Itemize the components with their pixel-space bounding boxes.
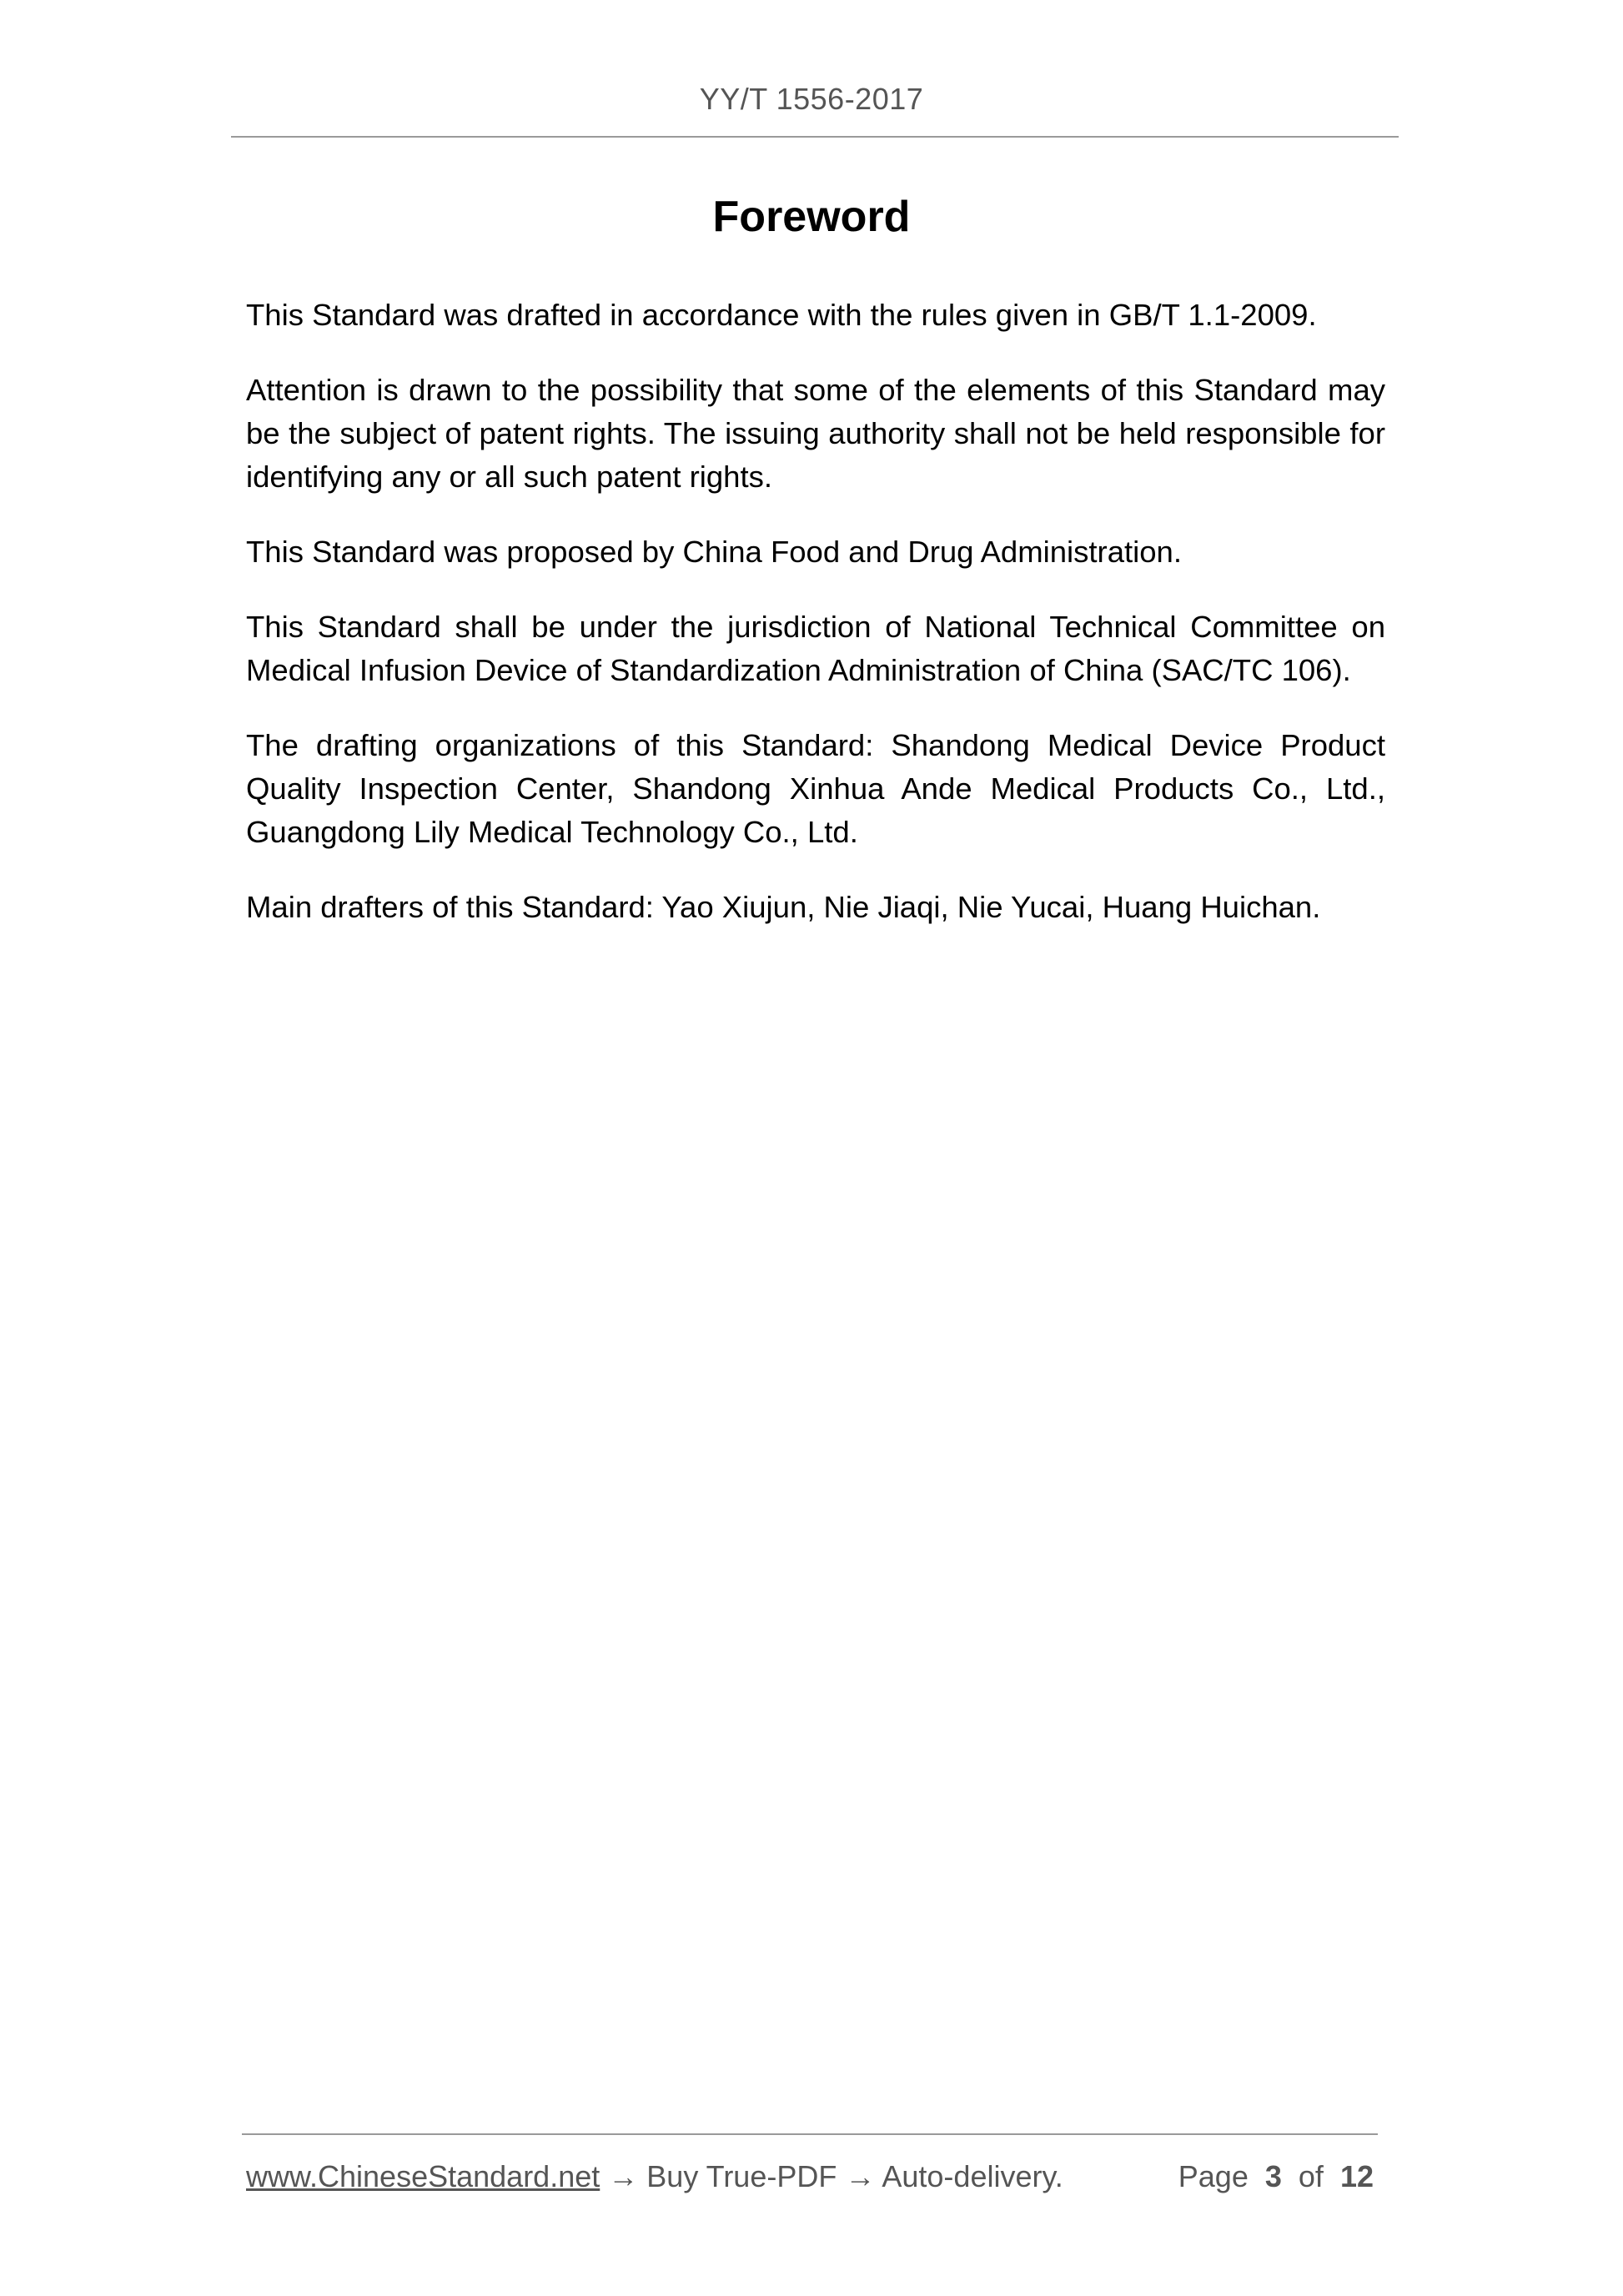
current-page-number: 3 — [1264, 2159, 1282, 2193]
page-footer — [246, 2157, 1374, 2197]
footer-divider — [242, 2133, 1378, 2135]
auto-delivery-text: Auto-delivery. — [882, 2159, 1063, 2193]
paragraph-patent-notice: Attention is drawn to the possibility that some of the elements of this Standard may be the subject of patent rights. The issuing authority shall not be held responsible for identifying any or all such patent rights. — [246, 373, 1385, 494]
paragraph-main-drafters: Main drafters of this Standard: Yao Xiujun, Nie Jiaqi, Nie Yucai, Huang Huichan. — [246, 890, 1321, 924]
paragraph-jurisdiction: This Standard shall be under the jurisdiction of National Technical Committee on Medical Infusion Device of Standardization Administration of China (SAC/TC 106). — [246, 610, 1385, 687]
total-page-count: 12 — [1339, 2159, 1374, 2193]
header-divider — [231, 136, 1399, 138]
arrow-right-icon: → — [845, 2159, 876, 2193]
header-document-code: YY/T 1556-2017 — [699, 82, 924, 116]
website-link[interactable]: www.ChineseStandard.net — [246, 2159, 600, 2193]
paragraph-drafting-organizations: The drafting organizations of this Standard: Shandong Medical Device Product Quality Inspection Center, Shandong Xinhua Ande Medical Products Co., Ltd., Guangdong Lily Medical Technology Co., Ltd. — [246, 728, 1385, 849]
paragraph-drafting-rules: This Standard was drafted in accordance with the rules given in GB/T 1.1-2009. — [246, 298, 1317, 332]
document-body — [246, 294, 1385, 961]
arrow-right-icon: → — [608, 2159, 639, 2193]
page-word: Page — [1178, 2159, 1249, 2193]
of-word: of — [1298, 2159, 1324, 2193]
page-indicator — [1178, 2157, 1374, 2197]
paragraph-proposer: This Standard was proposed by China Food and Drug Administration. — [246, 535, 1182, 569]
page-title: Foreword — [712, 193, 911, 241]
buy-true-pdf-text: Buy True-PDF — [646, 2159, 837, 2193]
